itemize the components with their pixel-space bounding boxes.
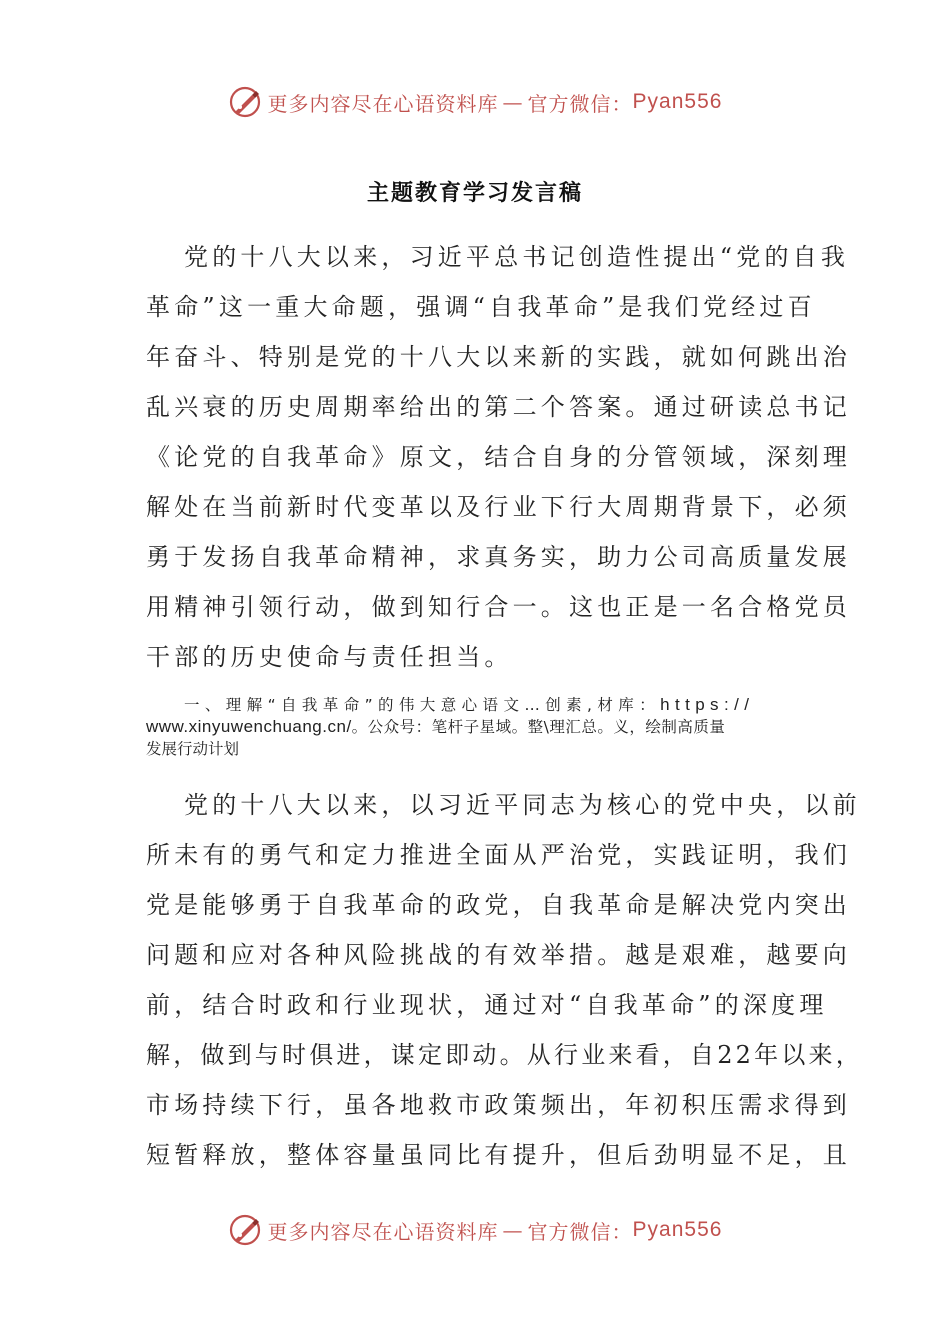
section-heading-note: [146, 694, 808, 760]
paragraph-line: 所未有的勇气和定力推进全面从严治党，实践证明，我们: [146, 841, 851, 869]
banner-wechat-id: Pyan556: [632, 1218, 723, 1241]
banner-wechat-id: Pyan556: [632, 90, 723, 113]
paragraph-1: [146, 232, 851, 682]
banner-separator: —: [502, 90, 524, 114]
note-text: 一、理解“自我革命”的伟大意心语文…创素,材库：: [184, 696, 661, 714]
note-text: 发展行动计划: [146, 740, 240, 758]
paragraph-line: 干部的历史使命与责任担当。: [146, 643, 513, 671]
banner-brand: 更多内容尽在心语资料库: [267, 91, 499, 116]
paragraph-2: [146, 780, 863, 1180]
paragraph-line: 勇于发扬自我革命精神，求真务实，助力公司高质量发展: [146, 543, 851, 571]
note-url-prefix[interactable]: https://: [660, 695, 755, 714]
note-text: 。公众号：笔杆子星域。整\理汇总。义，绘制高质量: [351, 718, 726, 736]
paragraph-line: 解处在当前新时代变革以及行业下行大周期背景下，必须: [146, 493, 851, 521]
banner-wechat-label: 官方微信：: [527, 91, 633, 116]
paragraph-line: 党的十八大以来，习近平总书记创造性提出“党的自我: [184, 243, 850, 271]
paragraph-line: 年奋斗、特别是党的十八大以来新的实践，就如何跳出治: [146, 343, 851, 371]
banner-separator: —: [502, 1218, 524, 1242]
paragraph-line: 解，做到与时俱进，谋定即动。从行业来看，自22年以来，: [146, 1041, 863, 1069]
pen-logo-icon: [228, 1213, 262, 1247]
paragraph-line: 短暂释放，整体容量虽同比有提升，但后劲明显不足，且: [146, 1141, 851, 1169]
paragraph-line: 党的十八大以来，以习近平同志为核心的党中央，以前: [184, 791, 861, 819]
pen-logo-icon: [228, 85, 262, 119]
header-banner: [0, 82, 950, 122]
paragraph-line: 前，结合时政和行业现状，通过对“自我革命”的深度理: [146, 991, 828, 1019]
paragraph-line: 问题和应对各种风险挑战的有效举措。越是艰难，越要向: [146, 941, 851, 969]
page-title: 主题教育学习发言稿: [366, 180, 583, 206]
paragraph-line: 市场持续下行，虽各地救市政策频出，年初积压需求得到: [146, 1091, 851, 1119]
paragraph-line: 党是能够勇于自我革命的政党，自我革命是解决党内突出: [146, 891, 851, 919]
banner-wechat-label: 官方微信：: [527, 1219, 633, 1244]
note-url[interactable]: www.xinyuwenchuang.cn/: [146, 717, 352, 736]
paragraph-line: 革命”这一重大命题，强调“自我革命”是我们党经过百: [146, 293, 816, 321]
paragraph-line: 乱兴衰的历史周期率给出的第二个答案。通过研读总书记: [146, 393, 851, 421]
paragraph-line: 用精神引领行动，做到知行合一。这也正是一名合格党员: [146, 593, 851, 621]
footer-banner: [0, 1210, 950, 1250]
banner-brand: 更多内容尽在心语资料库: [267, 1219, 499, 1244]
paragraph-line: 《论党的自我革命》原文，结合自身的分管领域，深刻理: [146, 443, 851, 471]
